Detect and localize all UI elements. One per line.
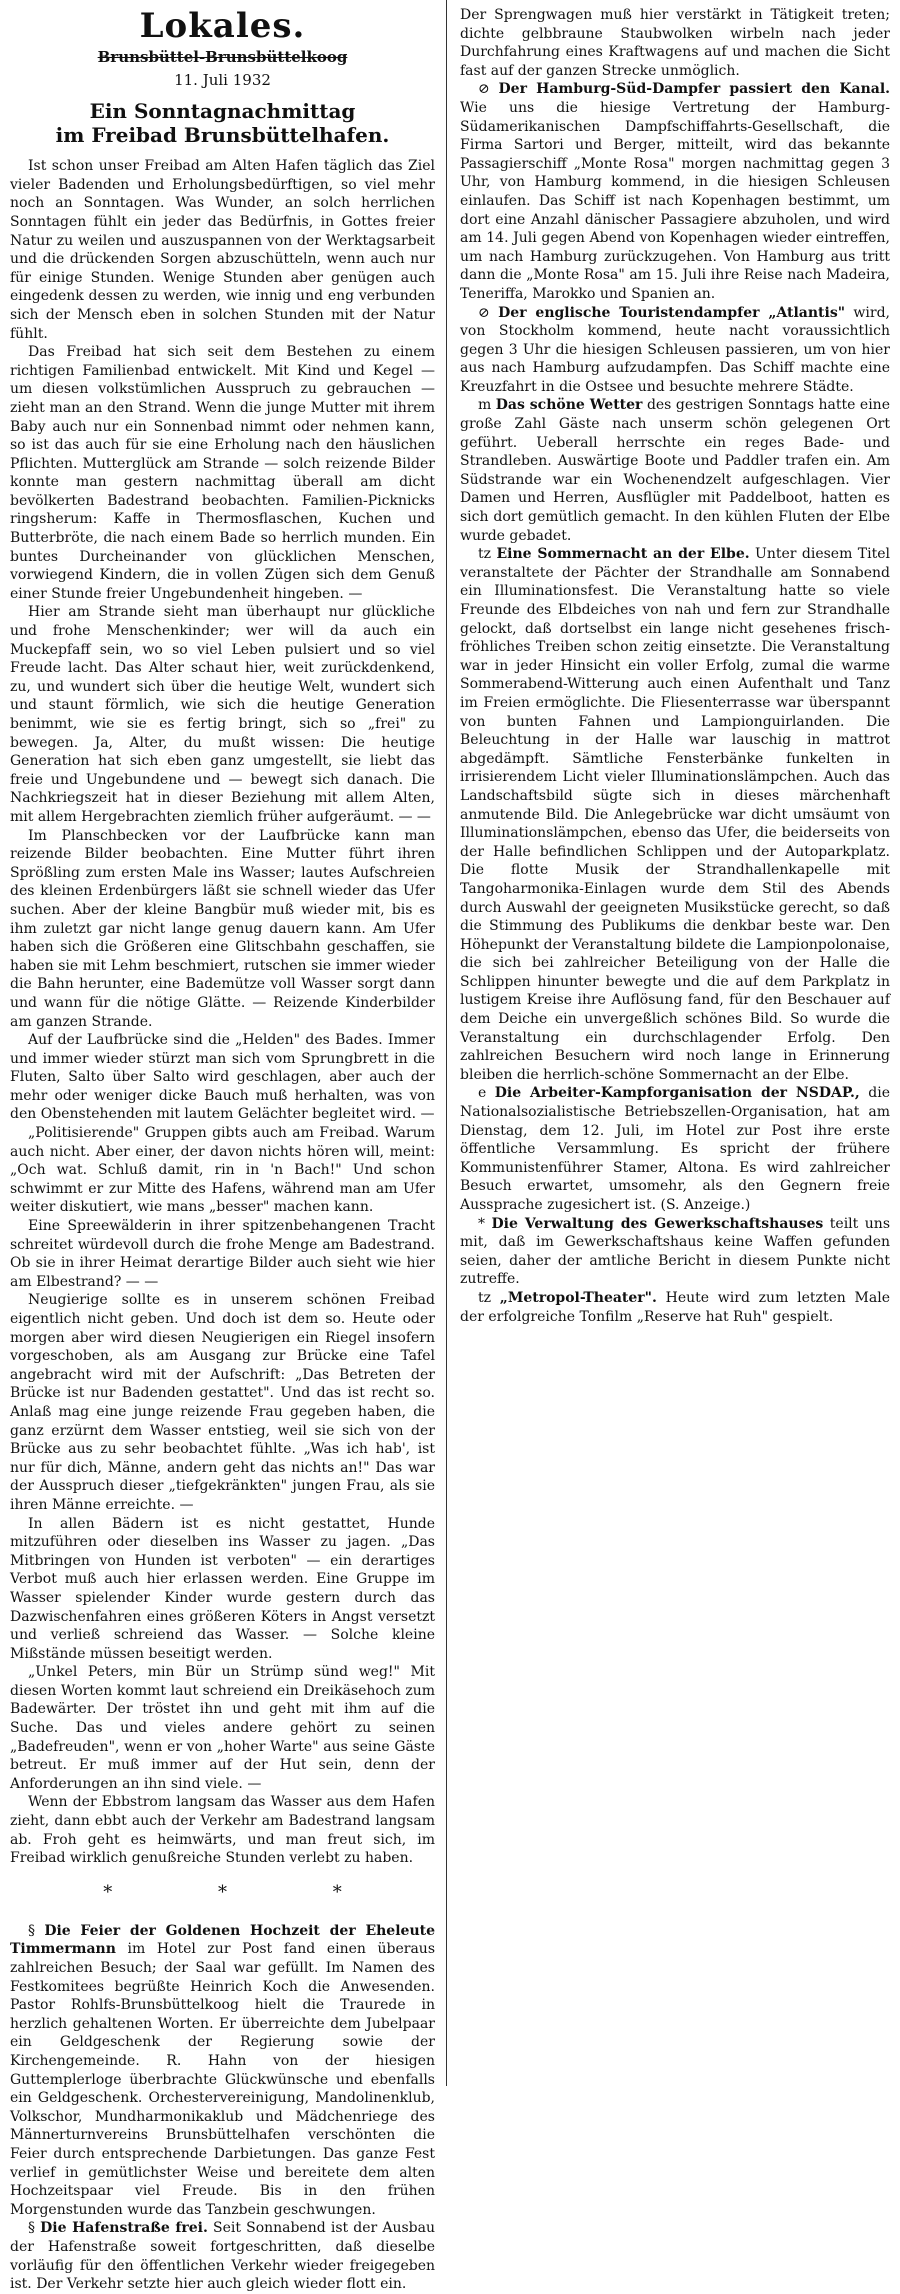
item-symbol: m	[478, 397, 492, 414]
section-subrubric: Brunsbüttel-Brunsbüttelkoog	[97, 48, 348, 66]
item-text: wird, von Stockholm kommend, heute nacht voraussichtlich gegen 3 Uhr die hiesigen Schleusen passieren, um von hier aus nach Hamburg aufzudampfen. Das Schiff machte eine Kreuzfahrt in die Ostsee und besuchte mehrere Städte.	[460, 304, 890, 395]
continuation-text: Der Sprengwagen muß hier verstärkt in Tätigkeit treten; dichte gelbbraune Staubwolken wirbeln nach jeder Durchfahrung eines Kraftwagens auf und machen die Sicht fast auf der ganzen Strecke unmöglich.	[460, 7, 890, 79]
article-paragraph: „Unkel Peters, min Bür un Strümp sünd weg!" Mit diesen Worten kommt laut schreiend ein Dreikäsehoch zum Badewärter. Der tröstet ihn und geht mit ihm auf die Suche. Das und vieles andere gehört zu seinen „Badefreuden", wenn er von „hoher Warte" aus seine Gäste betreut. Er muß immer auf der Hut sein, denn der Anforderungen an ihn sind viele. —	[10, 1664, 435, 1792]
item-lead: Die Arbeiter-Kampforganisation der NSDAP.,	[494, 1085, 860, 1102]
item-text: Wie uns die hiesige Vertretung der Hamburg-Südamerikanischen Dampfschiffahrts-Gesellschaft, die Firma Sartori und Berger, mitteilt, wird das bekannte Passagierschiff „Monte Rosa" morgen nachmittag gegen 3 Uhr, von Hamburg kommend, in die hiesigen Schleusen einlaufen. Das Schiff ist nach Kopenhagen bestimmt, um dort eine Anzahl dänischer Passagiere abzuholen, und wird am 14. Juli gegen Abend von Kopenhagen wieder eintreffen, um nach Hamburg zurückzugehen. Von Hamburg aus tritt dann die „Monte Rosa" am 15. Juli ihre Reise nach Madeira, Teneriffa, Marokko und Spanien an.	[460, 99, 890, 302]
item-text: des gestrigen Sonntags hatte eine große Zahl Gäste nach unserm schön gelegenen Ort geführt. Ueberall herrschte ein reges Bade- und Strandleben. Auswärtige Boote und Paddler trafen ein. Am Südstrande war ein Wochenendzelt aufgeschlagen. Vier Damen und Herren, Ausflügler mit Paddelboot, hatten es sich dort gemütlich gemacht. In den kühlen Fluten der Elbe wurde gebadet.	[460, 397, 890, 544]
column-divider	[446, 0, 447, 2086]
article-paragraph: Im Planschbecken vor der Laufbrücke kann man reizende Bilder beobachten. Eine Mutter führt ihren Sprößling zum ersten Male ins Wasser; lautes Aufschreien des kleinen Erdenbürgers läßt sie schnell wieder das Ufer suchen. Aber der kleine Bangbür muß wieder mit, bis es ihm zuletzt gar nicht lange genug dauern kann. Am Ufer haben sich die Größeren eine Glitschbahn geschaffen, sie haben sie mit Lehm beschmiert, rutschen sie immer wieder die Bahn herunter, eine Bademütze voll Wasser sorgt dann und wann für die nötige Glätte. — Reizende Kinderbilder am ganzen Strande.	[10, 827, 435, 1030]
item-symbol: ⊘	[478, 304, 490, 321]
item-symbol: tz	[478, 1289, 492, 1306]
article-paragraph: Wenn der Ebbstrom langsam das Wasser aus dem Hafen zieht, dann ebbt auch der Verkehr am Badestrand langsam ab. Froh geht es heimwärts, und man freut sich, im Freibad wirklich genußreiche Stunden verlebt zu haben.	[10, 1794, 435, 1867]
item-lead: „Metropol-Theater".	[499, 1289, 657, 1306]
article-paragraph: Hier am Strande sieht man überhaupt nur glückliche und frohe Menschenkinder; wer will da auch ein Muckepfaff sein, wo so viel Leben pulsiert und so viel Freude lacht. Das Alter schaut hier, weit zurückdenkend, zu, und wundert sich über die heutige Welt, wundert sich und staunt förmlich, wie sich die heutige Generation benimmt, wie sie es fertig bringt, sich so „frei" zu bewegen. Ja, Alter, du mußt wissen: Die heutige Generation hat sich eben ganz umgestellt, sie liebt das freie und Ungebundene und — bewegt sich danach. Die Nachkriegszeit hat in dieser Beziehung mit allem Alten, mit allem Hergebrachten ziemlich früher aufgeräumt. — —	[10, 604, 435, 825]
item-symbol: e	[478, 1085, 487, 1102]
item-text: im Hotel zur Post fand einen überaus zahlreichen Besuch; der Saal war gefüllt. Im Namen des Festkomitees begrüßte Heinrich Koch die Anwesenden. Pastor Rohlfs-Brunsbüttelkoog hielt die Traurede in herzlich gehaltenen Worten. Er überreichte dem Jubelpaar ein Geldgeschenk der Regierung sowie der Kirchengemeinde. R. Hahn von der hiesigen Guttemplerloge überbrachte Glückwünsche und ebenfalls ein Geldgeschenk. Orchestervereinigung, Mandolinenklub, Volkschor, Mundharmonikaklub und Mädchenriege des Männerturnvereins Brunsbüttelhafen verschönten die Feier durch entsprechende Darbietungen. Das ganze Fest verlief in gemütlichster Weise und bereitete dem alten Hochzeitspaar viel Freude. Bis in den frühen Morgenstunden wurde das Tanzbein geschwungen.	[10, 1941, 436, 2218]
item-lead: Die Verwaltung des Gewerkschaftshauses	[491, 1215, 824, 1232]
left-column	[10, 6, 436, 2293]
article-paragraph: Neugierige sollte es in unserem schönen Freibad eigentlich nicht geben. Und doch ist dem so. Heute oder morgen aber wird diesen Neugierigen ein Riegel insofern vorgeschoben, als am Ausgang zur Brücke eine Tafel angebracht wird mit der Aufschrift: „Das Betreten der Brücke ist nur Badenden gestattet". Und das ist recht so. Anlaß mag eine junge reizende Frau gegeben haben, die ganz erzürnt dem Wasser entstieg, weil sie sich von der Brücke aus zu sehr beobachtet fühlte. „Was ich hab', ist nur für dich, Männe, andern geht das nichts an!" Das war der Ausspruch dieser „tiefgekränkten" jungen Frau, als sie ihren Männe erreichte. —	[10, 1292, 435, 1513]
item-symbol: ⊘	[478, 81, 490, 98]
article-paragraph: In allen Bädern ist es nicht gestattet, Hunde mitzuführen oder dieselben ins Wasser zu jagen. „Das Mitbringen von Hunden ist verboten" — ein derartiges Verbot muß auch hier erlassen werden. Eine Gruppe im Wasser spielender Kinder wurde gestern durch das Dazwischenfahren eines größeren Köters in Angst versetzt und verließ schreiend das Wasser. — Solche kleine Mißstände müssen beseitigt werden.	[10, 1515, 435, 1662]
section-separator: * * *	[103, 1881, 392, 1903]
section-rubric: Lokales.	[139, 6, 306, 46]
news-item	[460, 1084, 890, 1214]
item-text: Unter diesem Titel veranstaltete der Pächter der Strandhalle am Sonnabend ein Illuminationsfest. Die Veranstaltung hatte so viele Freunde des Elbdeiches von nah und fern zur Strandhalle gelockt, daß dortselbst ein lange nicht gesehenes frisch-fröhliches Treiben schon zeitig einsetzte. Die Veranstaltung war in jeder Hinsicht ein voller Erfolg, zumal die warme Sommerabend-Witterung auch einen Aufenthalt und Tanz im Freien ermöglichte. Die Fliesenterrasse war überspannt von bunten Fahnen und Lampionguirlanden. Die Beleuchtung in der Halle war lauschig in mattrot abgedämpft. Sämtliche Fensterbänke funkelten in irrisierendem Licht vieler Illuminationslämpchen. Auch das Landschaftsbild sügte sich in dieses märchenhaft anmutende Bild. Die Anlegebrücke war dicht umsäumt von Illuminationslämpchen, ebenso das Ufer, die beiderseits von der Halle befindlichen Schlippen und der Autoparkplatz. Die flotte Musik der Strandhallenkapelle mit Tangoharmonika-Einlagen wurde dem Stil des Abends durch Auswahl der geeigneten Musikstücke gerecht, so daß die Stimmung des Publikums die denkbar beste war. Den Höhepunkt der Veranstaltung bildete die Lampionpolonaise, die sich bei zahlreicher Beteiligung von der Halle die Schlippen hinunter bewegte und die auf dem Parkplatz in lustigem Kreise ihre Auflösung fand, für den Beschauer auf dem Deiche ein unvergeßlich schönes Bild. So wurde die Veranstaltung ein durchschlagender Erfolg. Den zahlreichen Besuchern wird noch lange in Erinnerung bleiben die herrlich-schöne Sommernacht an der Elbe.	[460, 546, 891, 1083]
item-lead: Der englische Touristendampfer „Atlantis"	[498, 304, 845, 321]
article-paragraph: Auf der Laufbrücke sind die „Helden" des Bades. Immer und immer wieder stürzt man sich vom Sprungbrett in die Fluten, Salto über Salto wird geschlagen, aber auch der mehr oder weniger dicke Bauch muß herhalten, was von den Obenstehenden mit lautem Gelächter begleitet wird. —	[10, 1032, 435, 1123]
right-column	[460, 6, 890, 2080]
news-item	[460, 304, 890, 397]
item-lead: Das schöne Wetter	[495, 397, 643, 414]
article-paragraph: Ist schon unser Freibad am Alten Hafen täglich das Ziel vieler Badenden und Erholungsbedürftigen, so viel mehr noch an Sonntagen. Was Wunder, an solch herrlichen Sonntagen fühlt ein jeder das Bedürfnis, in Gottes freier Natur zu weilen und auszuspannen von der Werktagsarbeit und die drückenden Sorgen abzuschütteln, wenn auch nur für einige Stunden. Wenige Stunden aber genügen auch eingedenk dessen zu werden, wie innig und eng verbunden sich der Mensch eben in solchen Stunden mit der Natur fühlt.	[10, 158, 435, 342]
dateline: 11. Juli 1932	[174, 70, 271, 89]
article-paragraph: Das Freibad hat sich seit dem Bestehen zu einem richtigen Familienbad entwickelt. Mit Kind und Kegel — um diesen volkstümlichen Ausspruch zu gebrauchen — zieht man an den Strand. Wenn die junge Mutter mit ihrem Baby auch nur ein Sonnenbad nimmt oder nehmen kann, so ist das auch für sie eine Erholung nach den häuslichen Pflichten. Mutterglück am Strande — solch reizende Bilder konnte man gestern nachmittag überall am dicht bevölkerten Badestrand beobachten. Familien-Picknicks ringsherum: Kaffe in Thermosflaschen, Kuchen und Butterbröte, die nach einem Bade so herrlich munden. Ein buntes Durcheinander von glücklichen Menschen, vorwiegend Kindern, die in vollen Zügen sich dem Genuß einer Stunde freier Ungebundenheit hingeben. —	[10, 344, 435, 602]
news-item	[10, 1922, 435, 2220]
item-symbol: §	[28, 1922, 35, 1939]
article-paragraph: „Politisierende" Gruppen gibts auch am Freibad. Warum auch nicht. Aber einer, der davon nichts hören will, meint: „Och wat. Schluß damit, rin in 'n Bach!" Und schon schwimmt er zur Mitte des Hafens, während man am Ufer weiter diskutiert, wie mans „besser" machen kann.	[10, 1125, 435, 1216]
news-item	[460, 1289, 890, 1326]
article-headline	[10, 99, 435, 147]
article-paragraph: Eine Spreewälderin in ihrer spitzenbehangenen Tracht schreitet würdevoll durch die frohe Menge am Badestrand. Ob sie in ihrer Heimat derartige Bilder auch sieht wie hier am Elbestrand? — —	[10, 1218, 435, 1290]
item-lead: Die Hafenstraße frei.	[40, 2220, 208, 2237]
news-item	[460, 545, 890, 1084]
news-item	[460, 396, 890, 545]
news-item	[10, 2219, 435, 2293]
item-lead: Die Feier der Goldenen Hochzeit der Eheleute Timmermann	[10, 1922, 435, 1958]
news-item	[460, 1215, 890, 1289]
news-item	[460, 80, 890, 303]
masthead	[10, 6, 435, 89]
item-text: teilt uns mit, daß im Gewerkschaftshaus keine Waffen gefunden seien, daher der amtliche Bericht in diesem Punkte nicht zutreffe.	[460, 1215, 891, 1288]
headline-line-1: Ein Sonntagnachmittag	[89, 99, 356, 124]
item-symbol: §	[28, 2220, 35, 2237]
item-symbol: tz	[478, 546, 492, 563]
item-text: Seit Sonnabend ist der Ausbau der Hafenstraße soweit fortgeschritten, daß dieselbe vorläufig für den öffentlichen Verkehr wieder freigegeben ist. Der Verkehr setzte hier auch gleich wieder flott ein.	[10, 2220, 436, 2293]
headline-line-2: im Freibad Brunsbüttelhafen.	[55, 123, 390, 148]
item-text: Heute wird zum letzten Male der erfolgreiche Tonfilm „Reserve hat Ruh" gespielt.	[460, 1289, 890, 1325]
item-lead: Eine Sommernacht an der Elbe.	[496, 546, 750, 563]
item-text: die Nationalsozialistische Betriebszellen-Organisation, hat am Dienstag, dem 12. Juli, im Hotel zur Post ihre erste öffentliche Versammlung. Es spricht der frühere Kommunistenführer Stamer, Altona. Es wird zahlreicher Besuch erwartet, umsomehr, als den Gegnern freie Aussprache zugesichert ist. (S. Anzeige.)	[460, 1085, 891, 1213]
item-lead: Der Hamburg-Süd-Dampfer passiert den Kanal.	[498, 81, 891, 98]
item-symbol: *	[478, 1215, 485, 1232]
